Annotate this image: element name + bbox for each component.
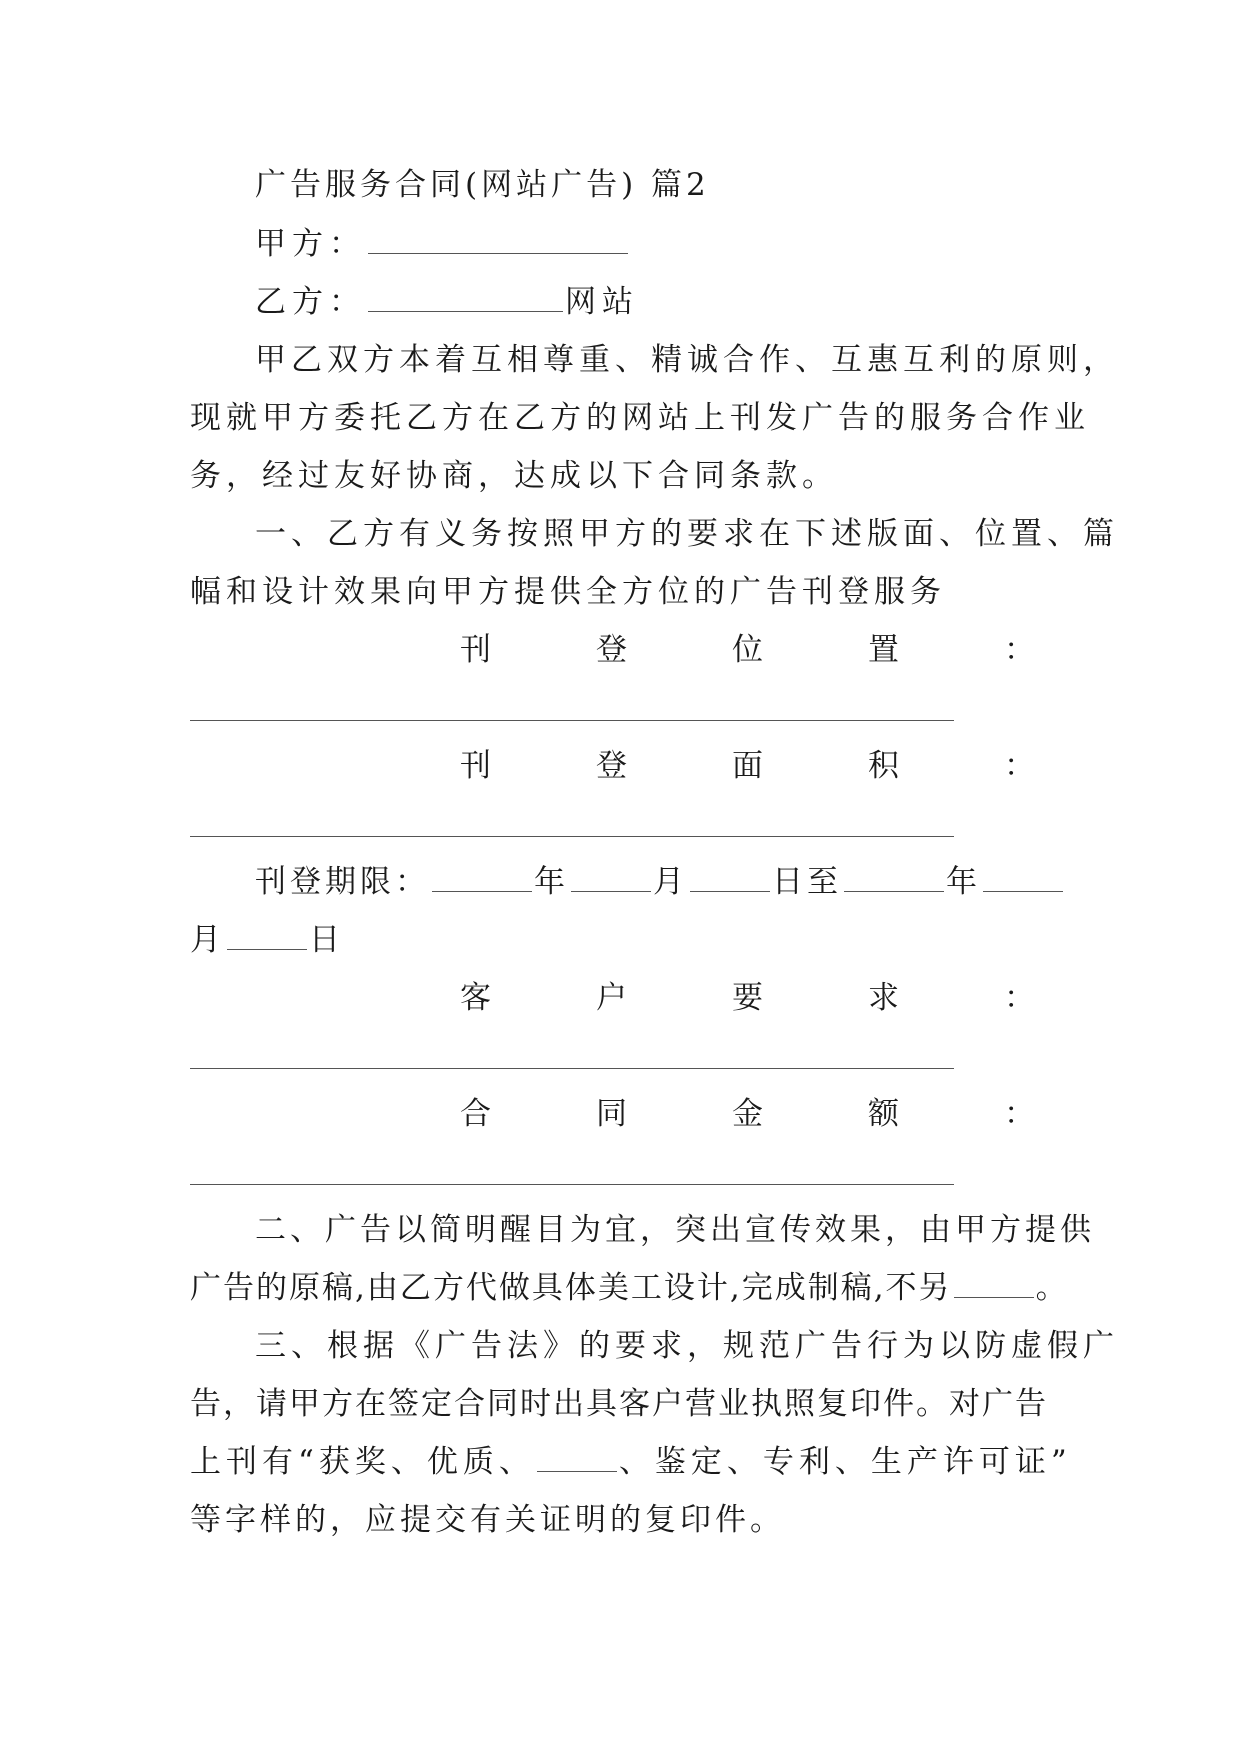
field-position-char: 置 xyxy=(868,632,899,668)
party-b-line xyxy=(255,282,639,322)
intro-line-3: 务，经过友好协商，达成以下合同条款。 xyxy=(190,458,838,494)
party-b-suffix: 网站 xyxy=(565,284,639,320)
period-month2-blank xyxy=(983,863,1063,892)
field-requirements-char: 求 xyxy=(868,980,899,1016)
clause3-text-a: 上刊有“获奖、优质、 xyxy=(190,1444,535,1480)
clause3-line-3 xyxy=(190,1442,1072,1482)
document-title: 广告服务合同(网站广告) 篇2 xyxy=(255,167,710,203)
field-requirements xyxy=(460,978,1035,1018)
field-amount-char: 额 xyxy=(868,1096,899,1132)
field-requirements-char: 户 xyxy=(596,980,627,1016)
field-position-char: 位 xyxy=(732,632,763,668)
clause3-line-2: 告，请甲方在签定合同时出具客户营业执照复印件。对广告 xyxy=(190,1386,1048,1422)
period-month1-blank xyxy=(571,863,651,892)
field-position-char: 刊 xyxy=(460,632,491,668)
period-year1-blank xyxy=(432,863,532,892)
field-amount xyxy=(460,1094,1035,1134)
field-amount-colon: ： xyxy=(1004,1096,1035,1132)
field-area-blank xyxy=(190,836,954,837)
field-position-blank xyxy=(190,720,954,721)
field-amount-char: 同 xyxy=(596,1096,627,1132)
field-area-char: 登 xyxy=(596,748,627,784)
clause3-blank xyxy=(537,1443,617,1472)
period-label: 刊登期限： xyxy=(255,864,430,900)
period-month2: 月 xyxy=(190,922,225,958)
party-a-blank xyxy=(368,225,628,254)
period-day1-blank xyxy=(690,863,770,892)
clause2-blank xyxy=(954,1269,1034,1298)
field-position-colon: ： xyxy=(1004,632,1035,668)
field-requirements-char: 客 xyxy=(460,980,491,1016)
clause2-line-2 xyxy=(190,1268,1069,1308)
clause2-line-1: 二、广告以简明醒目为宜，突出宣传效果，由甲方提供 xyxy=(255,1212,1095,1248)
period-year1: 年 xyxy=(534,864,569,900)
period-day2: 日 xyxy=(309,922,344,958)
period-day2-blank xyxy=(227,921,307,950)
clause3-line-4: 等字样的，应提交有关证明的复印件。 xyxy=(190,1502,785,1538)
clause1-line-1: 一、乙方有义务按照甲方的要求在下述版面、位置、篇 xyxy=(255,516,1119,552)
field-area-char: 积 xyxy=(868,748,899,784)
party-a-line xyxy=(255,224,630,264)
intro-line-1: 甲乙双方本着互相尊重、精诚合作、互惠互利的原则， xyxy=(255,342,1119,378)
field-area-char: 刊 xyxy=(460,748,491,784)
party-b-blank xyxy=(368,283,563,312)
field-requirements-blank xyxy=(190,1068,954,1069)
period-line-2 xyxy=(190,920,344,960)
clause3-text-b: 、鉴定、专利、生产许可证” xyxy=(618,1444,1072,1480)
field-area-colon: ： xyxy=(1004,748,1035,784)
period-month1: 月 xyxy=(653,864,688,900)
party-b-label: 乙方： xyxy=(255,284,366,320)
field-amount-char: 合 xyxy=(460,1096,491,1132)
field-requirements-char: 要 xyxy=(732,980,763,1016)
clause2-end: 。 xyxy=(1035,1270,1069,1306)
period-day-to: 日至 xyxy=(772,864,842,900)
clause3-line-1: 三、根据《广告法》的要求，规范广告行为以防虚假广 xyxy=(255,1328,1119,1364)
period-year2: 年 xyxy=(946,864,981,900)
field-requirements-colon: ： xyxy=(1004,980,1035,1016)
field-position xyxy=(460,630,1035,670)
field-area-char: 面 xyxy=(732,748,763,784)
field-area xyxy=(460,746,1035,786)
intro-line-2: 现就甲方委托乙方在乙方的网站上刊发广告的服务合作业 xyxy=(190,400,1090,436)
field-amount-char: 金 xyxy=(732,1096,763,1132)
field-position-char: 登 xyxy=(596,632,627,668)
party-a-label: 甲方： xyxy=(255,226,366,262)
period-line-1 xyxy=(255,862,1065,902)
clause2-text: 广告的原稿,由乙方代做具体美工设计,完成制稿,不另 xyxy=(190,1270,952,1306)
period-year2-blank xyxy=(844,863,944,892)
clause1-line-2: 幅和设计效果向甲方提供全方位的广告刊登服务 xyxy=(190,574,946,610)
field-amount-blank xyxy=(190,1184,954,1185)
